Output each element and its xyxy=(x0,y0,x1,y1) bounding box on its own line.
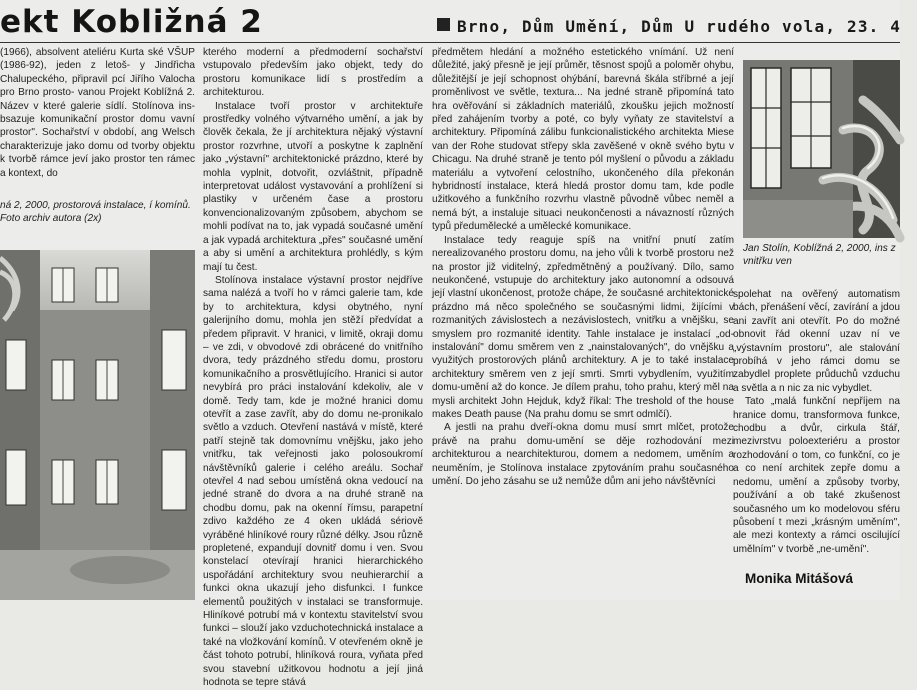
column-4-text xyxy=(733,288,900,560)
photo-caption-left: ná 2, 2000, prostorová instalace, í komínů. Foto archiv autora (2x) xyxy=(0,200,191,225)
courtyard-photo-graphic xyxy=(0,250,195,600)
column-1-text xyxy=(0,46,195,196)
paragraph: spolehat na ověřený automatism bách, přenášení věcí, zavírání a jdou ani zavřít ani otevřít. Po do možné obnovit řád okenní uzav ní ve „výstavním prostoru", ale stalování probíhá v jeho rámci domu se zabydlel proplete průduchů vzduchu a světla a n nic za nic vybydlet. xyxy=(733,289,900,394)
header-rule xyxy=(0,42,900,43)
photo-window-pipes xyxy=(743,60,900,238)
paragraph: Instalace tvoří prostor v architektuře prostředky volného výtvarného umění, a jak by člověk čekala, že jí architektura nějaký výstavní prostor rozvrhne, utvoří a poskytne k zaplnění jako „výstavní" architektonické prázdno, které by mohla vyplnit, dotvořit, ozvláštnit, případně interpretovat událost vystavování a prohlížení si plastiky v určeném čase a prostoru konvencionalizovaným způsobem, abychom se mohli podívat na to, jak vypadá současné umění a jak vypadá architektura „přes" současné umění a aby si umění a architektura prohlédly, s kým mají tu čest. xyxy=(203,100,423,273)
paragraph: Stolínova instalace výstavní prostor nejdříve sama nalézá a tvoří ho v rámci galerie tam, kde by to architektura, kdysi obytného, nyní galerijního domu, mohla jen stěží předvídat a předem připravit. V hranici, v limitě, okraji domu – ve zdi, v obvodové zdi obrácené do vnitřního dvora, tedy prázdného středu domu, prostoru komunikačního a prosvětlujícího. Hranici si autor nevybírá pro práci instalování kdekoliv, ale v domě. Tedy tam, kde je možné hranici domu otevřít a zase zavřít, aby do domu ne-pronikalo světlo a vzduch. Otevření nastává v místě, které patří stejně tak domovnímu vnějšku, jako jeho vnitřku, tak veřejnosti jako polosoukromí návštěvníků galerie i celého areálu. Sochař otevřel 4 nad sebou umístěná okna vedoucí na jedné straně do dvora a na druhé straně na chodbu domu, pak na okenní římsu, parapetní zdivo každého ze 4 oken ukládá sériově vyráběné hliníkové roury různé délky. Jsou různě propletené, expandují dovnitř domu i ven. Svou konstelací otevírají hranici hierarchického uspořádání architektury svou neuhierarchií a funkci okna ukazují jeho disfunkci. I funkce elementů použitých v instalaci se transformuje. Hliníkové potrubí má v kontextu stavitelství svou funkci – slouží jako vzduchotechnická instalace a také na vložkování komínů. V otevřeném okně je část tohoto potrubí, hliníková roura, vyňata před svou stavební užitkovou hodnotu a její jiná hodnota se tepre stává xyxy=(203,274,423,689)
photo-caption-right: Jan Stolín, Koblížná 2, 2000, ins z vnitřku ven xyxy=(743,243,896,268)
kicker-square-icon xyxy=(437,18,450,31)
author-signature: Monika Mitášová xyxy=(745,571,854,586)
column-2-text xyxy=(203,46,423,689)
article-headline: ekt Kobližná 2 xyxy=(0,4,263,40)
column-3-text xyxy=(432,46,734,600)
paragraph: předmětem hledání a možného estetického vnímání. Už není důležité, jaký přesně je její průměr, těsnost spojů a poloměr ohybu, důležitější je její schopnost ohýbání, barevná škála stříbrné a její proměnlivost ve světle, textura... Na jedné straně připomíná tato hra ověřování si základních materiálů, zkoušku jejich možností před zahájením tvorby a poté, co byly vyňaty ze stavitelství a architektury. Připomíná zálibu funkcionalistického architekta Miese van der Rohe studovat střepy skla zavěšené v okně svého bytu v Chicagu. Na druhé straně je tento pól myšlení o původu a základu materiálu a vytvoření celostního, ukončeného díla překonán hybridností instalace, která hledá prostor domu tam, kde podle užitkového a funkčního rozvrhu vlastně původně vůbec neměl a nemá být, a instaluje situaci neukončenosti a návazností různých typů předumělecké a umělecké komunikace. xyxy=(432,47,734,233)
photo-courtyard xyxy=(0,250,195,600)
paragraph: A jestli na prahu dveří-okna domu musí smrt mlčet, protože právě na prahu domu-umění se děje rozhodování mezi architekturou a nearchitekturou, domem a nedomem, uměním a neuměním, je Stolínova instalace zpytováním prahu současného umění. Do jeho zásahu se už nemůže dům ani jeho návštěvníci xyxy=(432,422,734,487)
window-pipes-photo-graphic xyxy=(743,60,900,238)
paragraph: kterého moderní a předmoderní sochařství vstupovalo především jako objekt, tedy do prostoru komunikace lidí s prostředím a architekturou. xyxy=(203,47,423,99)
paragraph: Instalace tedy reaguje spíš na vnitřní pnutí zatím nerealizovaného prostoru domu, na jeho vůli k tvorbě prostoru než na prostor již viditelný, zpředmětněný a používaný. Dílo, samo neukončené, vstupuje do architektury jako autonomní a odsouvá její vlastní ukončenost, protože chápe, že současné architektonické prázdno má něco společného se současnými lidmi, žijícími v rozmanitých závislostech a nezávislostech, vnitřku a vnějšku, se smyslem pro rozmanité identity. Tahle instalace je instalací „od-instalování" domu směrem ven z „nainstalovaných", do vnějšku a využitých prostorových plánů architektury. A je to také instalace architektury směrem ven z její smrti. Smrti vybydlením, využitím domu-umění až do konce. Je dílem prahu, toho prahu, který měl na mysli architekt John Hejduk, když říkal: The treshold of the house makes Death pause (Na prahu domu se smrt odmlčí). xyxy=(432,234,734,420)
paragraph: Tato „malá funkční nepříjem na hranice domu, transformova funkce, chodbu a dvůr, cirkula štář, mezivrstvu poloexteriéru a prostor rozhodování o tom, co funkční, co je a co není architek zepře domu a nedomu, umění a způsoby tvorby, používání a ob také zkušenost současného um ko modelovou sféru působení t mezi „krásným uměním", ale mezi kontexty a rámci oscilující umělním" v tvorbě „ne-umění". xyxy=(733,396,900,555)
article-kicker: Brno, Dům Umění, Dům U rudého vola, 23. 4 xyxy=(457,17,902,36)
paragraph: (1966), absolvent ateliéru Kurta ské VŠUP (1986-92), jeden z letoš- y Jindřicha Chalupeckého, připravil pcí Jiřího Valocha pro Brno prosto- vanou Projekt Koblížná 2. Název v které galerie sídlí. Stolínova ins- bsazuje komunikační prostor domu vavní prostor". Sochařství v období, ang Welsch charakterizuje jako domu od tvorby objektu k tvorbě rámce jeví jako prostor ten rámec a kontext, do xyxy=(0,47,195,179)
